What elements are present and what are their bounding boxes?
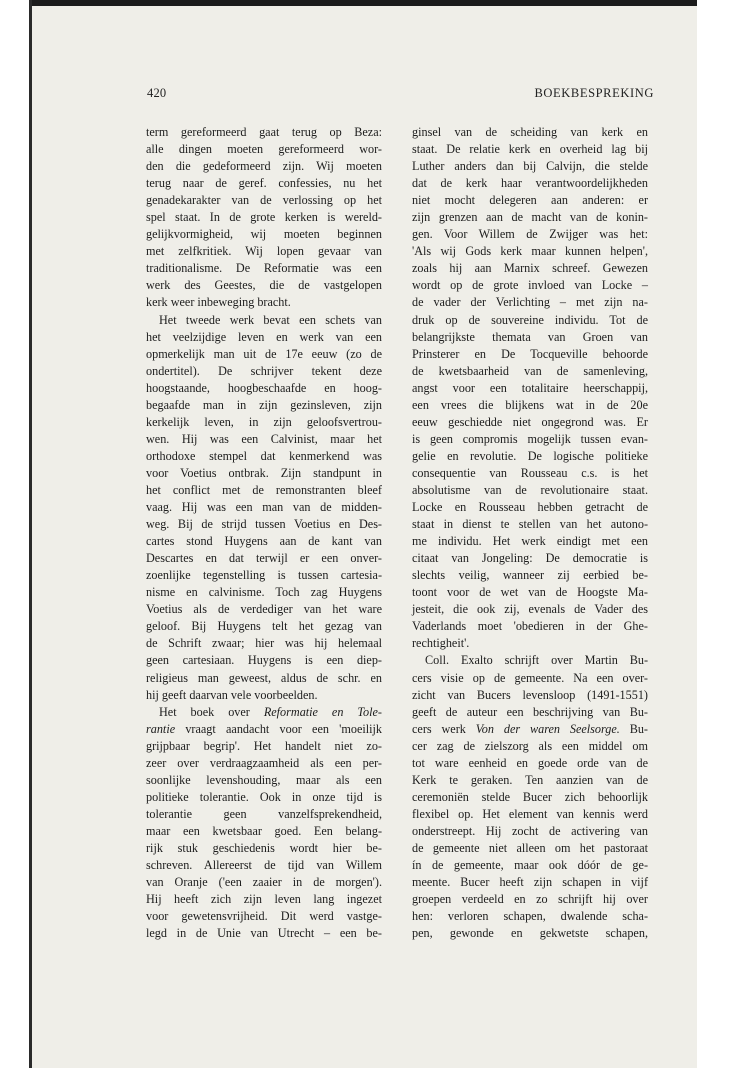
- running-head: BOEKBESPREKING: [534, 86, 654, 100]
- text-line: [412, 618, 648, 635]
- text-line: [146, 294, 382, 311]
- text-line: [412, 448, 648, 465]
- text-line: [412, 482, 648, 499]
- line-text: zoals hij aan Marnix schreef. Gewezen: [412, 261, 648, 276]
- line-text: niet mocht delegeren aan anderen: er: [412, 193, 648, 208]
- line-text: spel staat. In de grote kerken is wereld-: [146, 210, 382, 225]
- text-line: [146, 363, 382, 380]
- text-line: [146, 721, 382, 738]
- right-text-column: [412, 124, 648, 942]
- line-text: ondertitel). De schrijver tekent deze: [146, 363, 382, 378]
- text-line: [412, 687, 648, 704]
- book-page: [32, 6, 697, 1068]
- text-line: [146, 380, 382, 397]
- text-line: [412, 925, 648, 942]
- line-text: religieus man geweest, aldus de schr. en: [146, 670, 382, 685]
- text-line: [146, 601, 382, 618]
- line-text: Voetius als de verdediger van het ware: [146, 602, 382, 617]
- text-line: [412, 806, 648, 823]
- text-line: [146, 141, 382, 158]
- line-text: gen. Voor Willem de Zwijger was het:: [412, 227, 648, 242]
- line-text: rechtigheit'.: [412, 636, 470, 651]
- line-text: den die gedeformeerd zijn. Wij moeten: [146, 159, 382, 174]
- text-line: [146, 448, 382, 465]
- line-text: 'Als wij Gods kerk maar kunnen helpen',: [412, 244, 648, 259]
- text-line: [146, 908, 382, 925]
- line-text: opmerkelijk man uit de 17e eeuw (zo de: [146, 346, 382, 361]
- text-line: [412, 397, 648, 414]
- line-text: staat in dienst te stellen van het autono-: [412, 517, 648, 532]
- text-line: [412, 141, 648, 158]
- line-text: de vader der Verlichting – met zijn na-: [412, 295, 648, 310]
- text-line: [412, 329, 648, 346]
- text-line: [412, 499, 648, 516]
- line-text: het veelzijdige leven en werk van een: [146, 329, 382, 344]
- text-line: [412, 312, 648, 329]
- italic-title: Von der waren Seelsorge.: [475, 721, 620, 736]
- text-line: [146, 840, 382, 857]
- text-line: [146, 567, 382, 584]
- line-text: cers werk: [412, 721, 476, 736]
- text-line: [146, 124, 382, 141]
- line-text: van Oranje ('een zaaier in de morgen').: [146, 875, 382, 890]
- text-line: [146, 516, 382, 533]
- line-text: rijk stuk geschiedenis wordt hier be-: [146, 840, 382, 855]
- line-text: cers visie op de gemeente. Na een over-: [412, 670, 648, 685]
- line-text: schreven. Allereerst de tijd van Willem: [146, 858, 382, 873]
- line-text: soonlijke levenshouding, maar als een: [146, 772, 382, 787]
- text-line: [412, 874, 648, 891]
- text-line: [412, 550, 648, 567]
- text-line: [146, 397, 382, 414]
- line-text: consequentie van Rousseau c.s. is het: [412, 465, 648, 480]
- text-line: [146, 584, 382, 601]
- line-text: orthodoxe stempel dat kenmerkend was: [146, 448, 382, 463]
- left-text-column: [146, 124, 382, 942]
- line-text: begaafde man in zijn gezinsleven, zijn: [146, 397, 382, 412]
- text-line: [412, 908, 648, 925]
- text-line: [146, 857, 382, 874]
- text-line: [412, 226, 648, 243]
- line-text: druk op de souvereine individu. Tot de: [412, 312, 648, 327]
- text-line: [146, 533, 382, 550]
- line-text: is geen compromis mogelijk tussen evan-: [412, 431, 648, 446]
- text-line: [412, 772, 648, 789]
- line-text: genadekarakter van de verlossing op het: [146, 193, 382, 208]
- text-line: [146, 192, 382, 209]
- text-line: [146, 789, 382, 806]
- line-text: geen cartesiaan. Huygens is een diep-: [146, 653, 382, 668]
- line-text: een vrees die blijkens wat in de 20e: [412, 397, 648, 412]
- line-text: wen. Hij was een Calvinist, maar het: [146, 431, 382, 446]
- text-line: [146, 175, 382, 192]
- text-line: [412, 209, 648, 226]
- text-line: [146, 431, 382, 448]
- text-line: [146, 482, 382, 499]
- line-text: Het tweede werk bevat een schets van: [159, 312, 382, 327]
- text-line: [412, 346, 648, 363]
- line-text: de gemeente niet alleen om het pastoraat: [412, 840, 648, 855]
- text-line: [146, 738, 382, 755]
- line-text: Hij heeft zich zijn leven lang ingezet: [146, 892, 382, 907]
- text-line: [412, 721, 648, 738]
- line-text: Coll. Exalto schrijft over Martin Bu-: [425, 653, 648, 668]
- text-line: [412, 823, 648, 840]
- line-text: angst voor een totalitaire heerschappij,: [412, 380, 648, 395]
- line-text: vraagt aandacht voor een 'moeilijk: [175, 721, 382, 736]
- text-line: [146, 243, 382, 260]
- text-line: [412, 243, 648, 260]
- text-line: [146, 704, 382, 721]
- text-line: [412, 584, 648, 601]
- line-text: pen, gewonde en gekwetste schapen,: [412, 926, 648, 941]
- line-text: met zelfkritiek. Wij lopen gevaar van: [146, 244, 382, 259]
- line-text: werk des Geestes, die de vastgelopen: [146, 278, 382, 293]
- text-line: [412, 567, 648, 584]
- text-line: [146, 670, 382, 687]
- line-text: Vaderlands moet 'obedieren in der Ghe-: [412, 619, 648, 634]
- text-line: [412, 192, 648, 209]
- line-text: flexibel op. Het element van kennis werd: [412, 806, 648, 821]
- line-text: Descartes en dat terwijl er een onver-: [146, 551, 382, 566]
- line-text: ginsel van de scheiding van kerk en: [412, 125, 648, 139]
- text-line: [146, 277, 382, 294]
- text-line: [412, 158, 648, 175]
- line-text: tot ware eenheid en goede orde van de: [412, 755, 648, 770]
- line-text: alle dingen moeten gereformeerd wor-: [146, 142, 382, 157]
- line-text: jesteit, die ook zij, evenals de Vader des: [412, 602, 648, 617]
- line-text: grijpbaar begrip'. Het handelt niet zo-: [146, 738, 382, 753]
- text-line: [146, 312, 382, 329]
- text-line: [146, 550, 382, 567]
- italic-title: Reformatie en Tole-: [263, 704, 382, 719]
- text-line: [412, 380, 648, 397]
- line-text: nisme en calvinisme. Toch zag Huygens: [146, 585, 382, 600]
- text-line: [146, 874, 382, 891]
- text-line: [146, 635, 382, 652]
- line-text: gelijkvormigheid, wij moeten beginnen: [146, 227, 382, 242]
- text-line: [146, 226, 382, 243]
- line-text: kerkelijk leven, in zijn geloofsvertrou-: [146, 414, 382, 429]
- text-line: [146, 618, 382, 635]
- line-text: kerk weer inbeweging bracht.: [146, 295, 291, 310]
- text-line: [146, 414, 382, 431]
- line-text: voor Voetius ontbrak. Zijn standpunt in: [146, 465, 382, 480]
- text-line: [146, 755, 382, 772]
- line-text: wordt op de grote invloed van Locke –: [412, 278, 648, 293]
- line-text: toont voor de wet van de Hoogste Ma-: [412, 585, 648, 600]
- text-line: [146, 772, 382, 789]
- text-line: [412, 652, 648, 669]
- text-line: [412, 635, 648, 652]
- page-number: 420: [147, 86, 167, 100]
- line-text: Het boek over: [159, 704, 264, 719]
- line-text: legd in de Unie van Utrecht – een be-: [146, 926, 382, 941]
- line-text: politieke tolerantie. Ook in onze tijd is: [146, 789, 382, 804]
- line-text: de Schrift zwaar; hier was hij helemaal: [146, 636, 382, 651]
- line-text: staat. De relatie kerk en overheid lag bij: [412, 142, 648, 157]
- text-line: [412, 789, 648, 806]
- line-text: eeuw geschiedde niet ongegrond was. Er: [412, 414, 648, 429]
- line-text: het conflict met de remonstranten bleef: [146, 482, 382, 497]
- text-line: [146, 465, 382, 482]
- text-line: [146, 209, 382, 226]
- text-line: [412, 465, 648, 482]
- line-text: tolerantie geen vanzelfsprekendheid,: [146, 806, 382, 821]
- line-text: zicht van Bucers levensloop (1491-1551): [412, 687, 648, 702]
- line-text: weg. Bij de strijd tussen Voetius en Des-: [146, 517, 382, 532]
- text-line: [412, 670, 648, 687]
- text-line: [412, 260, 648, 277]
- line-text: Bu-: [619, 721, 648, 736]
- text-line: [412, 704, 648, 721]
- line-text: groepen verdeeld en zo schrijft hij over: [412, 892, 648, 907]
- text-line: [412, 363, 648, 380]
- text-line: [146, 652, 382, 669]
- line-text: slechts veilig, wanneer zij eerbied be-: [412, 568, 648, 583]
- line-text: terug naar de geref. confessies, nu het: [146, 176, 382, 191]
- text-line: [412, 516, 648, 533]
- line-text: meente. Bucer heeft zijn schapen in vijf: [412, 875, 648, 890]
- text-line: [412, 857, 648, 874]
- text-line: [146, 346, 382, 363]
- line-text: term gereformeerd gaat terug op Beza:: [146, 125, 382, 139]
- line-text: geeft de auteur een beschrijving van Bu-: [412, 704, 648, 719]
- line-text: vaag. Hij was een man van de midden-: [146, 500, 382, 515]
- text-line: [412, 294, 648, 311]
- line-text: belangrijkste themata van Groen van: [412, 329, 648, 344]
- italic-title: rantie: [146, 721, 176, 736]
- line-text: gelie en revolutie. De logische politieke: [412, 448, 648, 463]
- text-line: [412, 533, 648, 550]
- text-line: [412, 840, 648, 857]
- line-text: dat de kerk haar verantwoordelijkheden: [412, 176, 648, 191]
- line-text: cartes stond Huygens aan de kant van: [146, 534, 382, 549]
- text-line: [146, 687, 382, 704]
- text-line: [412, 277, 648, 294]
- line-text: Kerk te geraken. Ten aanzien van de: [412, 772, 648, 787]
- line-text: de kwetsbaarheid van de samenleving,: [412, 363, 648, 378]
- text-line: [412, 414, 648, 431]
- line-text: zoenlijke tegenstelling is tussen cartesia-: [146, 568, 382, 583]
- text-line: [146, 329, 382, 346]
- text-line: [146, 891, 382, 908]
- text-line: [146, 806, 382, 823]
- text-line: [412, 738, 648, 755]
- text-line: [146, 260, 382, 277]
- line-text: Prinsterer en De Tocqueville behoorde: [412, 346, 648, 361]
- text-line: [146, 823, 382, 840]
- line-text: ín de gemeente, maar ook dóór de ge-: [412, 858, 648, 873]
- line-text: hen: verloren schapen, dwalende scha-: [412, 909, 648, 924]
- line-text: voor gewetensvrijheid. Dit werd vastge-: [146, 909, 382, 924]
- text-line: [412, 601, 648, 618]
- text-line: [412, 124, 648, 141]
- line-text: absolutisme van de revolutionaire staat.: [412, 482, 648, 497]
- text-line: [412, 175, 648, 192]
- line-text: citaat van Jongeling: De democratie is: [412, 551, 648, 566]
- line-text: onderstreept. Hij zocht de activering van: [412, 823, 648, 838]
- text-line: [412, 431, 648, 448]
- text-line: [146, 158, 382, 175]
- text-line: [412, 891, 648, 908]
- line-text: geloof. Bij Huygens telt het gezag van: [146, 619, 382, 634]
- text-line: [412, 755, 648, 772]
- line-text: cer zag de zielszorg als een middel om: [412, 738, 648, 753]
- line-text: zeer over verdraagzaamheid als een per-: [146, 755, 382, 770]
- line-text: hij geeft daarvan vele voorbeelden.: [146, 687, 318, 702]
- line-text: Locke en Rousseau hebben getracht de: [412, 500, 648, 515]
- line-text: Luther anders dan bij Calvijn, die stelde: [412, 159, 648, 174]
- line-text: ceremoniën stelde Bucer zich behoorlijk: [412, 789, 648, 804]
- line-text: hoogstaande, hoogbeschaafde en hoog-: [146, 380, 382, 395]
- line-text: me individu. Het werk eindigt met een: [412, 534, 648, 549]
- line-text: maar een kwetsbaar goed. Een belang-: [146, 823, 382, 838]
- line-text: zijn grenzen aan de macht van de konin-: [412, 210, 648, 225]
- text-line: [146, 499, 382, 516]
- text-line: [146, 925, 382, 942]
- line-text: traditionalisme. De Reformatie was een: [146, 261, 382, 276]
